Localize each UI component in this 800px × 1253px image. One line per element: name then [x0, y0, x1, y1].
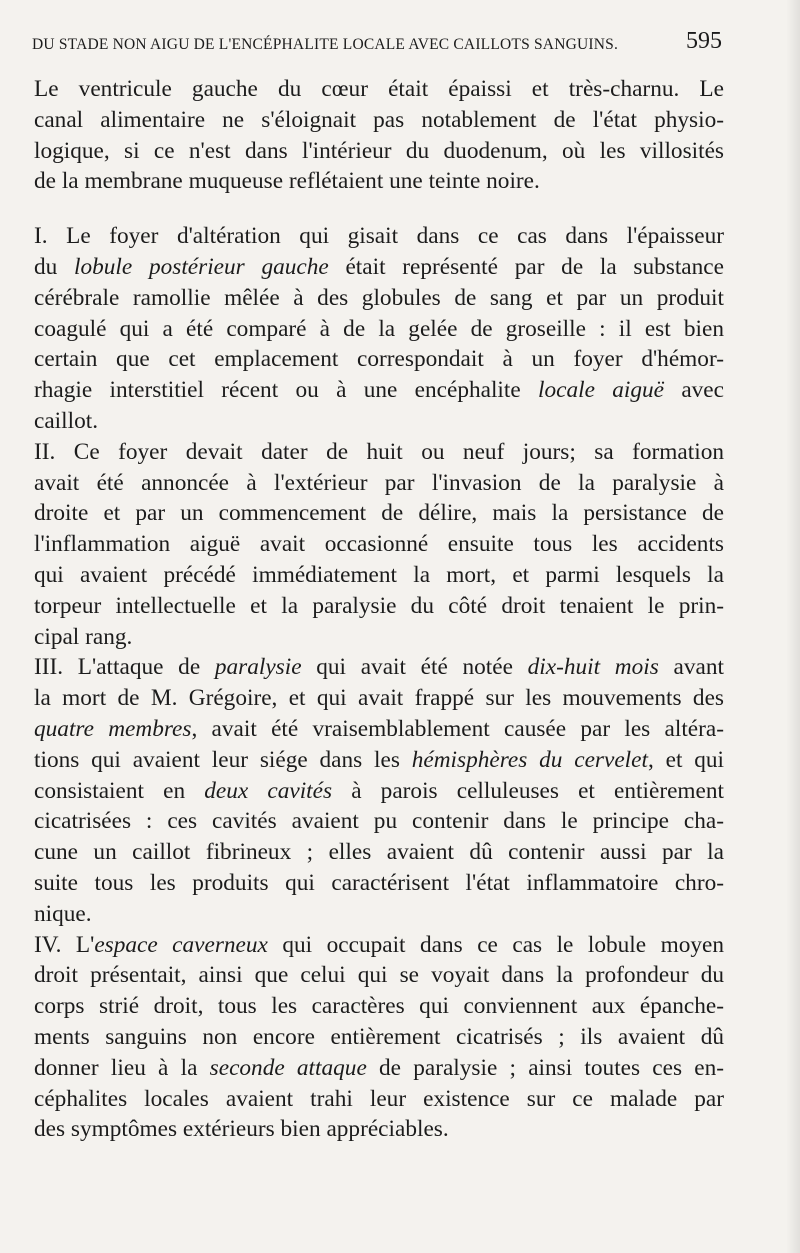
text-run: tions qui avaient leur siége dans les: [34, 746, 412, 773]
text-line: [34, 899, 724, 930]
text-line: [34, 868, 724, 899]
italic-phrase: seconde attaque: [209, 1054, 367, 1081]
text-line: [34, 991, 724, 1022]
text-line: [34, 375, 724, 406]
text-run: logique, si ce n'est dans l'intérieur du duodenum, où les villosités: [34, 137, 724, 164]
text-line: [34, 683, 724, 714]
text-run: à parois celluleuses et entièrement: [332, 777, 724, 804]
text-run: qui avait été notée: [301, 654, 528, 681]
text-run: de la membrane muqueuse reflétaient une teinte noire.: [34, 168, 540, 195]
text-run: avant: [658, 654, 724, 681]
text-run: I. Le foyer d'altération qui gisait dans ce cas dans l'épaisseur: [34, 223, 724, 250]
text-run: suite tous les produits qui caractérisent l'état inflammatoire chro-: [34, 869, 724, 896]
text-run: cune un caillot fibrineux ; elles avaient dû contenir aussi par la: [34, 839, 724, 866]
text-line: [34, 498, 724, 529]
text-run: la mort de M. Grégoire, et qui avait frappé sur les mouvements des: [34, 685, 724, 712]
text-run: III. L'attaque de: [34, 654, 215, 681]
text-line: [34, 529, 724, 560]
text-run: qui occupait dans ce cas le lobule moyen: [267, 931, 724, 958]
text-line: [34, 714, 724, 745]
text-line: [34, 837, 724, 868]
text-line: [34, 437, 724, 468]
text-line: [34, 252, 724, 283]
text-run: avait été annoncée à l'extérieur par l'invasion de la paralysie à: [34, 469, 724, 496]
text-run: caillot.: [34, 407, 99, 434]
text-run: II. Ce foyer devait dater de huit ou neuf jours; sa formation: [34, 438, 724, 465]
text-line: [34, 960, 724, 991]
text-run: nique.: [34, 900, 92, 927]
paragraph-gap: [34, 197, 724, 221]
text-line: [34, 406, 724, 437]
text-line: [34, 1053, 724, 1084]
paragraph-3: [34, 437, 724, 653]
paragraph-5: [34, 930, 724, 1146]
text-run: qui avaient précédé immédiatement la mort, et parmi lesquels la: [34, 561, 724, 588]
paragraph-4: [34, 652, 724, 929]
text-run: donner lieu à la: [34, 1054, 210, 1081]
text-line: [34, 221, 724, 252]
running-title: DU STADE NON AIGU DE L'ENCÉPHALITE LOCALE AVEC CAILLOTS SANGUINS.: [32, 36, 619, 53]
text-line: [34, 652, 724, 683]
italic-phrase: dix-huit mois: [527, 654, 659, 681]
text-run: canal alimentaire ne s'éloignait pas notablement de l'état physio-: [34, 106, 724, 133]
text-line: [34, 344, 724, 375]
text-line: [34, 560, 724, 591]
text-line: [34, 930, 724, 961]
text-run: céphalites locales avaient trahi leur existence sur ce malade par: [34, 1085, 724, 1112]
text-run: Le ventricule gauche du cœur était épaissi et très-charnu. Le: [34, 76, 724, 102]
text-run: ments sanguins non encore entièrement cicatrisés ; ils avaient dû: [34, 1023, 724, 1050]
text-run: , avait été vraisemblablement causée par les altéra-: [191, 715, 724, 742]
text-line: [34, 74, 724, 105]
text-line: [34, 806, 724, 837]
text-line: [34, 314, 724, 345]
text-run: droit présentait, ainsi que celui qui se voyait dans la profondeur du: [34, 962, 724, 989]
text-run: cipal rang.: [34, 623, 133, 650]
italic-phrase: hémisphères du cervelet: [411, 746, 648, 773]
page-edge-shadow: [786, 0, 800, 1253]
running-head: [32, 28, 722, 62]
text-line: [34, 283, 724, 314]
text-line: [34, 1114, 724, 1145]
text-run: coagulé qui a été comparé à de la gelée de groseille : il est bien: [34, 315, 724, 342]
italic-phrase: quatre membres: [34, 715, 192, 742]
text-run: l'inflammation aiguë avait occasionné ensuite tous les accidents: [34, 531, 724, 558]
text-run: des symptômes extérieurs bien appréciables.: [34, 1116, 449, 1143]
italic-phrase: lobule postérieur gauche: [74, 253, 329, 280]
italic-phrase: deux cavités: [204, 777, 333, 804]
text-line: [34, 1084, 724, 1115]
text-run: consistaient en: [34, 777, 205, 804]
text-run: torpeur intellectuelle et la paralysie du côté droit tenaient le prin-: [34, 592, 724, 619]
italic-phrase: locale aiguë: [538, 377, 665, 404]
text-run: de paralysie ; ainsi toutes ces en-: [366, 1054, 725, 1081]
text-run: droite et par un commencement de délire, mais la persistance de: [34, 500, 724, 527]
text-run: du: [34, 253, 75, 280]
text-run: cicatrisées : ces cavités avaient pu contenir dans le principe cha-: [34, 808, 724, 835]
text-line: [34, 1022, 724, 1053]
page-number: 595: [686, 28, 722, 54]
italic-phrase: paralysie: [214, 654, 302, 681]
text-line: [34, 622, 724, 653]
body-text: [34, 74, 724, 1145]
text-line: [34, 136, 724, 167]
text-line: [34, 105, 724, 136]
text-line: [34, 468, 724, 499]
text-run: IV. L': [34, 931, 95, 958]
italic-phrase: espace caverneux: [94, 931, 268, 958]
text-line: [34, 166, 724, 197]
paragraph-1: [34, 74, 724, 197]
text-run: cérébrale ramollie mêlée à des globules de sang et par un produit: [34, 284, 724, 311]
text-run: , et qui: [647, 746, 725, 773]
paragraph-2: [34, 221, 724, 437]
text-line: [34, 745, 724, 776]
text-run: certain que cet emplacement correspondait à un foyer d'hémor-: [34, 346, 724, 373]
text-run: rhagie interstitiel récent ou à une encéphalite: [34, 377, 539, 404]
text-line: [34, 776, 724, 807]
text-run: était représenté par de la substance: [328, 253, 724, 280]
text-run: corps strié droit, tous les caractères qui conviennent aux épanche-: [34, 993, 724, 1020]
text-line: [34, 591, 724, 622]
text-run: avec: [664, 377, 724, 404]
